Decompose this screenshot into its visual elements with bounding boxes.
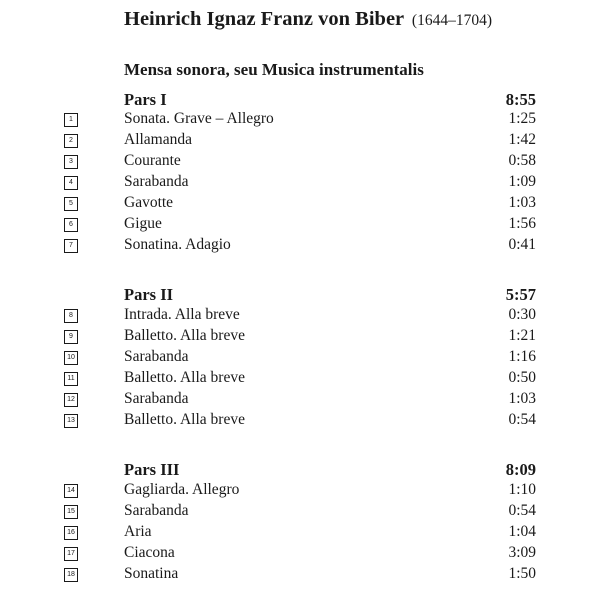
track-row [0, 194, 599, 215]
part-total-duration: 8:09 [505, 460, 536, 479]
track-row [0, 523, 599, 544]
track-row [0, 348, 599, 369]
composer-heading [124, 8, 492, 31]
track-row [0, 131, 599, 152]
track-title: Aria [124, 523, 152, 540]
track-duration: 1:03 [508, 390, 536, 407]
track-row [0, 390, 599, 411]
track-duration: 0:54 [508, 502, 536, 519]
track-row [0, 565, 599, 586]
track-duration: 3:09 [508, 544, 536, 561]
track-number-box: 16 [64, 526, 78, 540]
track-number-box: 8 [64, 309, 78, 323]
track-title: Sarabanda [124, 390, 189, 407]
track-title: Sarabanda [124, 502, 189, 519]
track-title: Ciacona [124, 544, 175, 561]
track-number-box: 12 [64, 393, 78, 407]
track-title: Sarabanda [124, 173, 189, 190]
track-duration: 0:58 [508, 152, 536, 169]
part-heading [124, 90, 536, 110]
part-total-duration: 8:55 [505, 90, 536, 109]
track-duration: 1:03 [508, 194, 536, 211]
track-row [0, 481, 599, 502]
track-row [0, 306, 599, 327]
part-heading [124, 460, 536, 480]
track-row [0, 369, 599, 390]
track-number-box: 13 [64, 414, 78, 428]
track-title: Sonata. Grave – Allegro [124, 110, 274, 127]
track-row [0, 236, 599, 257]
track-number-box: 6 [64, 218, 78, 232]
track-number-box: 1 [64, 113, 78, 127]
track-title: Gagliarda. Allegro [124, 481, 240, 498]
track-title: Gigue [124, 215, 162, 232]
track-duration: 1:16 [508, 348, 536, 365]
track-number-box: 3 [64, 155, 78, 169]
track-number-box: 9 [64, 330, 78, 344]
composer-name: Heinrich Ignaz Franz von Biber [124, 8, 404, 30]
track-title: Gavotte [124, 194, 174, 211]
track-number-box: 5 [64, 197, 78, 211]
track-duration: 1:50 [508, 565, 536, 582]
track-number-box: 10 [64, 351, 78, 365]
part-title: Pars II [124, 285, 174, 304]
track-title: Balletto. Alla breve [124, 411, 245, 428]
track-row [0, 411, 599, 432]
track-row [0, 502, 599, 523]
track-duration: 1:09 [508, 173, 536, 190]
track-duration: 0:30 [508, 306, 536, 323]
track-number-box: 15 [64, 505, 78, 519]
track-title: Sonatina. Adagio [124, 236, 231, 253]
track-title: Balletto. Alla breve [124, 369, 245, 386]
track-duration: 0:54 [508, 411, 536, 428]
track-duration: 1:25 [508, 110, 536, 127]
track-row [0, 215, 599, 236]
work-title: Mensa sonora, seu Musica instrumentalis [124, 60, 424, 79]
track-row [0, 110, 599, 131]
track-title: Intrada. Alla breve [124, 306, 240, 323]
track-number-box: 4 [64, 176, 78, 190]
composer-dates: (1644–1704) [411, 12, 492, 29]
track-number-box: 14 [64, 484, 78, 498]
track-duration: 1:04 [508, 523, 536, 540]
track-number-box: 11 [64, 372, 78, 386]
track-number-box: 7 [64, 239, 78, 253]
track-number-box: 2 [64, 134, 78, 148]
track-title: Sarabanda [124, 348, 189, 365]
track-row [0, 173, 599, 194]
part-heading [124, 285, 536, 305]
track-row [0, 544, 599, 565]
part-title: Pars III [124, 460, 180, 479]
track-duration: 0:50 [508, 369, 536, 386]
track-row [0, 327, 599, 348]
track-duration: 1:10 [508, 481, 536, 498]
track-row [0, 152, 599, 173]
track-duration: 0:41 [508, 236, 536, 253]
part-title: Pars I [124, 90, 167, 109]
track-duration: 1:21 [508, 327, 536, 344]
track-number-box: 18 [64, 568, 78, 582]
part-total-duration: 5:57 [505, 285, 536, 304]
track-title: Allamanda [124, 131, 193, 148]
track-duration: 1:56 [508, 215, 536, 232]
track-title: Sonatina [124, 565, 179, 582]
track-title: Courante [124, 152, 181, 169]
track-title: Balletto. Alla breve [124, 327, 245, 344]
track-number-box: 17 [64, 547, 78, 561]
track-duration: 1:42 [508, 131, 536, 148]
